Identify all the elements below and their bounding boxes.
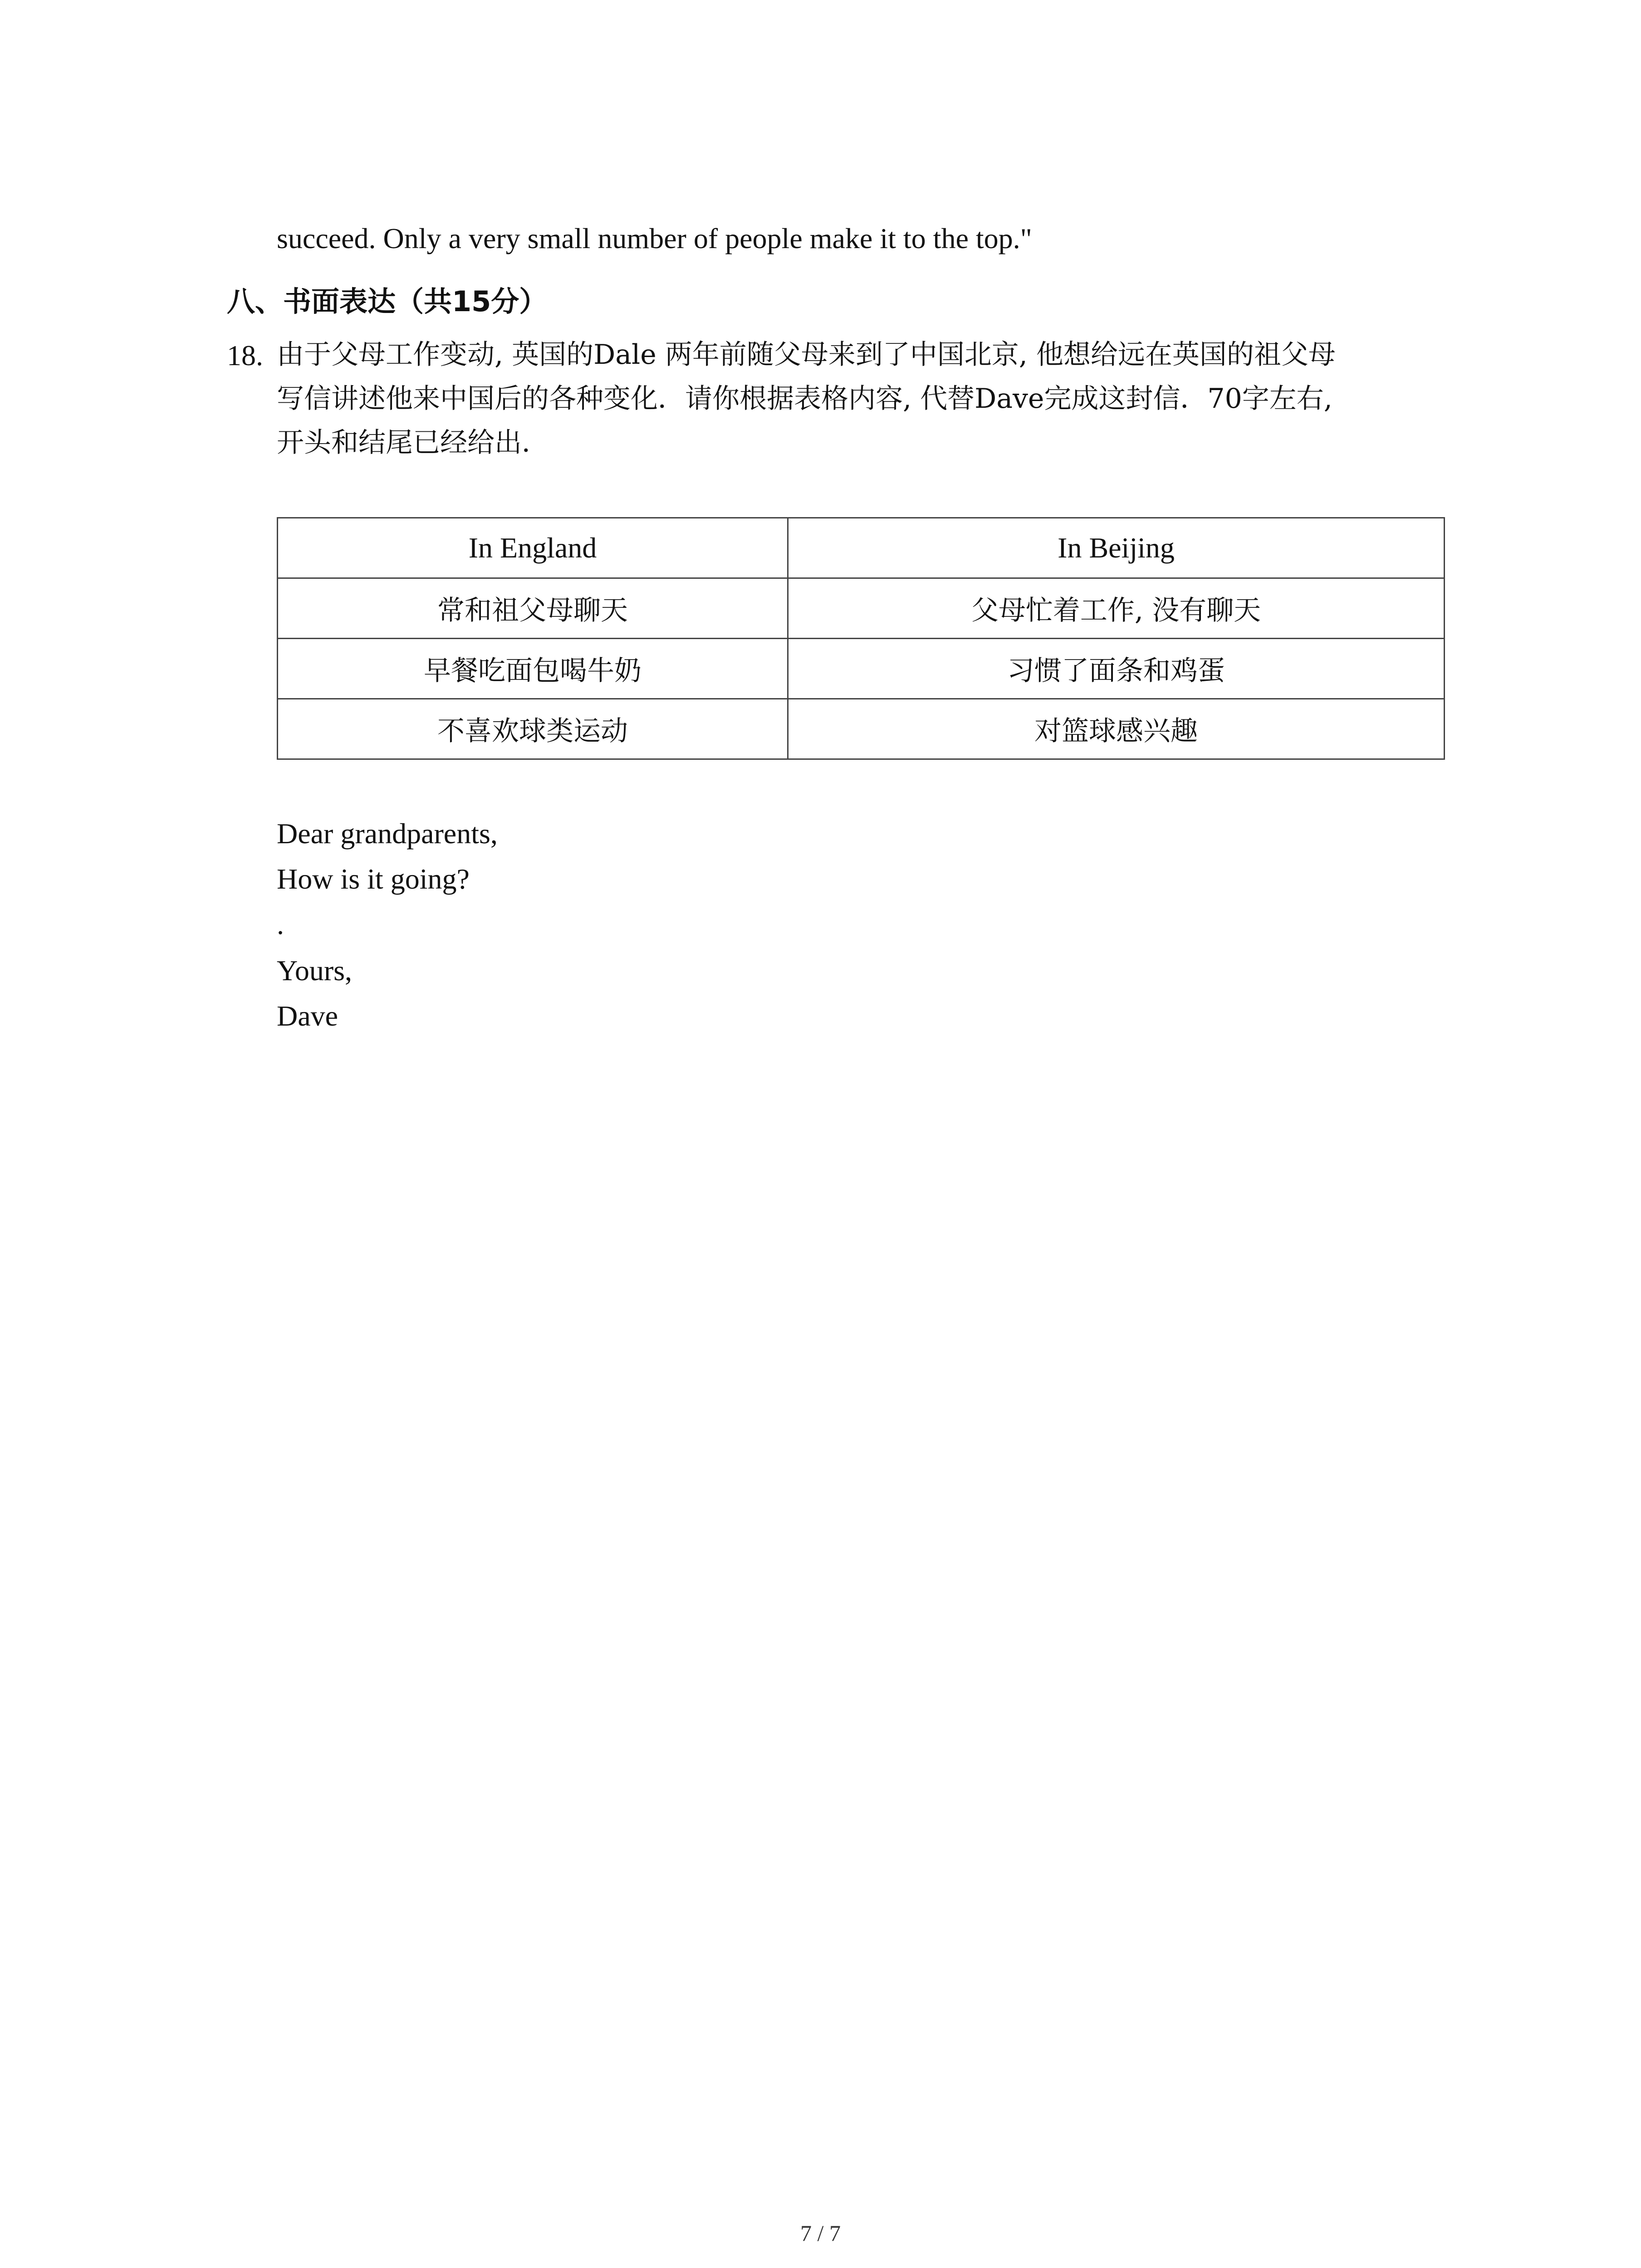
- section-heading: 八、书面表达（共15分）: [227, 285, 548, 318]
- table-cell: 对篮球感兴趣: [788, 699, 1445, 759]
- letter-answer-blank: .: [277, 908, 284, 940]
- page-number: 7 / 7: [800, 2220, 841, 2246]
- table-cell: 父母忙着工作, 没有聊天: [788, 578, 1445, 639]
- letter-opener: How is it going?: [277, 863, 470, 895]
- letter-greeting: Dear grandparents,: [277, 817, 498, 850]
- letter-signature: Dave: [277, 1000, 338, 1032]
- question-prompt-line: 由于父母工作变动, 英国的Dale 两年前随父母来到了中国北京, 他想给远在英国的祖父母: [277, 339, 1336, 371]
- continued-passage-text: succeed. Only a very small number of people make it to the top.": [277, 222, 1032, 254]
- table-header-row: [278, 518, 1445, 578]
- question-number: 18.: [227, 339, 263, 371]
- table-row: [278, 578, 1445, 639]
- table-cell: 不喜欢球类运动: [278, 699, 788, 759]
- table-row: [278, 639, 1445, 699]
- column-header-beijing: In Beijing: [788, 518, 1445, 578]
- table-row: [278, 699, 1445, 759]
- comparison-table: [277, 517, 1445, 760]
- letter-closing: Yours,: [277, 954, 353, 987]
- table-cell: 习惯了面条和鸡蛋: [788, 639, 1445, 699]
- table-cell: 早餐吃面包喝牛奶: [278, 639, 788, 699]
- table-cell: 常和祖父母聊天: [278, 578, 788, 639]
- column-header-england: In England: [278, 518, 788, 578]
- question-prompt-line: 写信讲述他来中国后的各种变化．请你根据表格内容, 代替Dave完成这封信．70字左右,: [277, 383, 1332, 415]
- question-prompt-line: 开头和结尾已经给出．: [277, 427, 549, 459]
